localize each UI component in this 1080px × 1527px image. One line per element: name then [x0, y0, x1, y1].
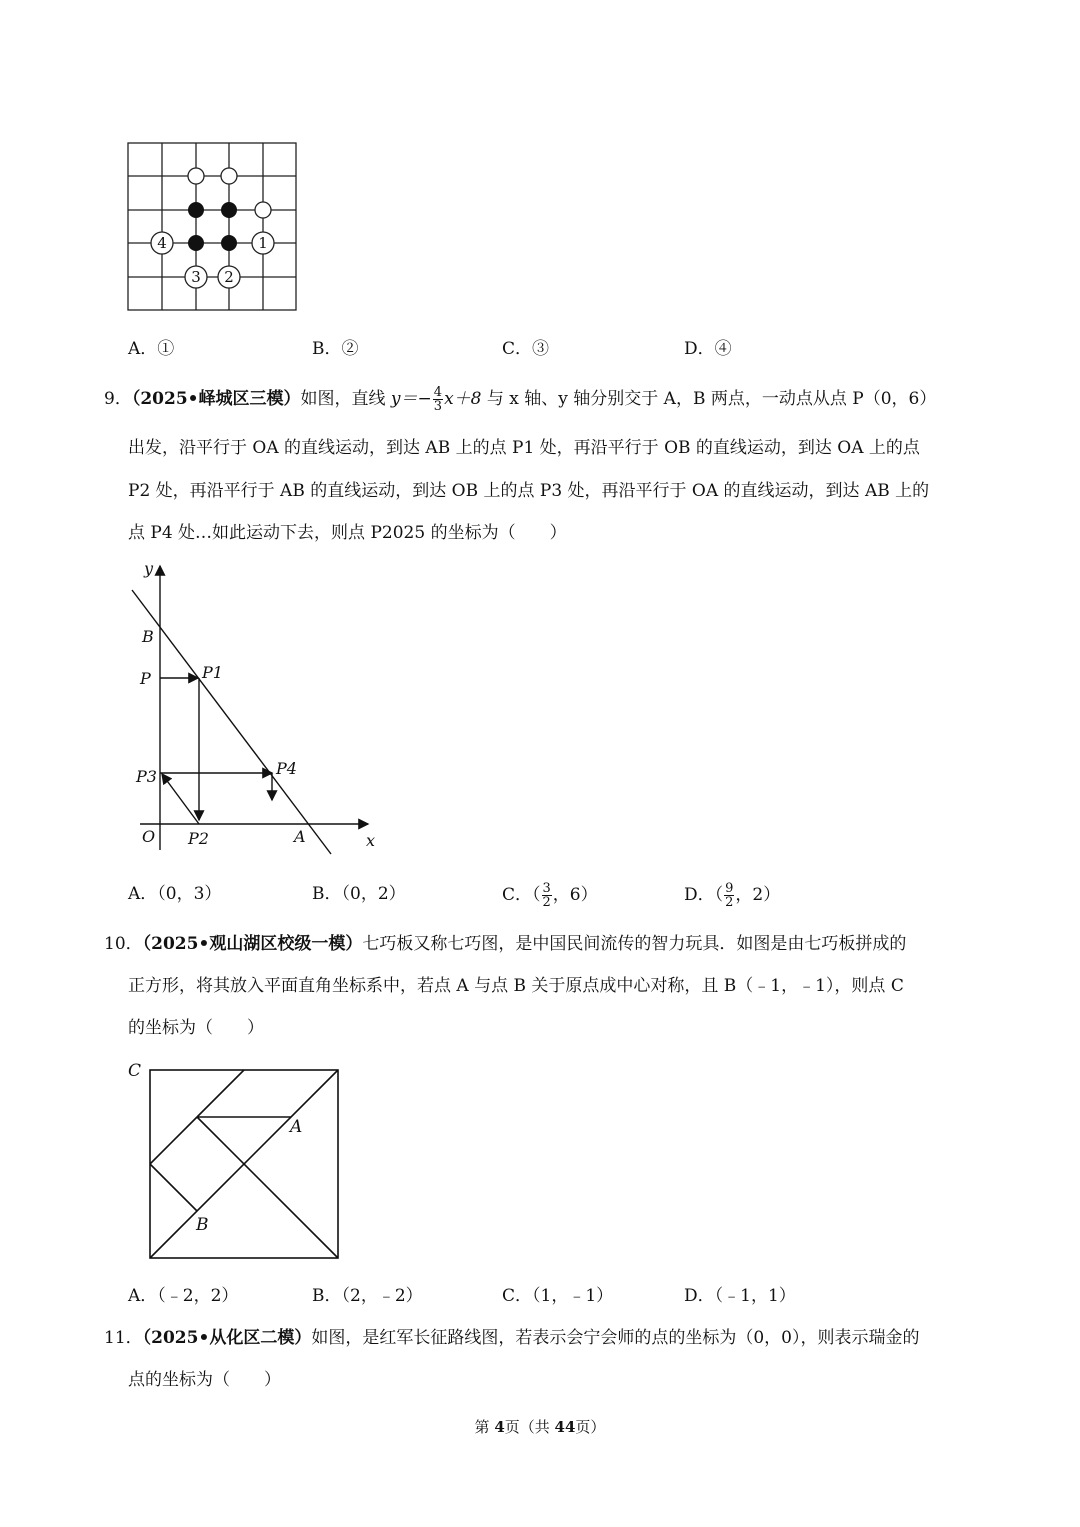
marked-label-1: 1 [258, 234, 268, 252]
q9-line3: P2 处，再沿平行于 AB 的直线运动，到达 OB 上的点 P3 处，再沿平行于 OA 的直线运动，到达 AB 上的 [128, 481, 930, 501]
q10-line2: 正方形，将其放入平面直角坐标系中，若点 A 与点 B 关于原点成中心对称，且 B（﹣1，﹣1），则点 C [128, 976, 904, 996]
q10-option-c[interactable]: C．（1，﹣1） [502, 1286, 614, 1306]
label-p1: P1 [202, 663, 223, 682]
black-stone [221, 235, 237, 251]
label-a: A [290, 1117, 303, 1137]
q9-line2: 出发，沿平行于 OA 的直线运动，到达 AB 上的点 P1 处，再沿平行于 OB 的直线运动，到达 OA 上的点 [128, 438, 920, 458]
total-pages: 44 [554, 1418, 576, 1436]
q9-option-a[interactable]: A．（0，3） [128, 884, 222, 904]
white-stone [255, 202, 271, 218]
label-p3: P3 [136, 767, 157, 786]
q10-option-a[interactable]: A．（﹣2，2） [128, 1286, 239, 1306]
q8-option-a[interactable]: A．① [128, 339, 175, 359]
q11-line1: 11．（2025•从化区二模）如图，是红军长征路线图，若表示会宁会师的点的坐标为（0，0），则表示瑞金的 [104, 1328, 920, 1348]
path-p2-p3 [162, 774, 199, 824]
marked-label-3: 3 [191, 268, 201, 286]
white-stone [188, 168, 204, 184]
q8-option-c[interactable]: C．③ [502, 339, 550, 359]
q9-option-d[interactable]: D．（ $\frac{9}{2}$ ，2） [684, 881, 781, 910]
q9-option-b[interactable]: B．（0，2） [312, 884, 406, 904]
q8-option-d[interactable]: D．④ [684, 339, 732, 359]
label-p: P [140, 669, 151, 688]
go-board-figure [120, 136, 310, 318]
q8-option-b[interactable]: B．② [312, 339, 359, 359]
line-ab [132, 590, 331, 854]
q10-line3: 的坐标为（ ） [128, 1018, 264, 1038]
label-b: B [142, 627, 154, 646]
label-b: B [196, 1215, 209, 1235]
black-stone [221, 202, 237, 218]
marked-label-4: 4 [157, 234, 167, 252]
q10-option-d[interactable]: D．（﹣1，1） [684, 1286, 796, 1306]
black-stone [188, 235, 204, 251]
white-stone [221, 168, 237, 184]
label-p2: P2 [188, 829, 209, 848]
page-footer: 第 4页（共 44页） [474, 1418, 606, 1436]
label-y: y [144, 560, 154, 578]
q9-option-c[interactable]: C．（ $\frac{3}{2}$ ，6） [502, 881, 598, 910]
q10-option-b[interactable]: B．（2，﹣2） [312, 1286, 423, 1306]
black-stone [188, 202, 204, 218]
label-x: x [366, 831, 376, 850]
equation: y＝− $\frac{4}{3}$ x＋8 [390, 385, 482, 414]
label-c: C [128, 1061, 142, 1081]
tangram-figure [120, 1058, 350, 1264]
q10-line1: 10．（2025•观山湖区校级一模）七巧板又称七巧图，是中国民间流传的智力玩具．如图是由七巧板拼成的 [104, 934, 907, 954]
q9-line1: 9．（2025•峄城区三模）如图，直线 y＝− $\frac{4}{3}$ x＋8 与 x 轴、y 轴分别交于 A，B 两点，一动点从点 P（0，6） [104, 385, 937, 414]
q11-line2: 点的坐标为（ ） [128, 1370, 281, 1390]
marked-label-2: 2 [224, 268, 234, 286]
label-o: O [142, 827, 156, 846]
page-number: 4 [494, 1418, 505, 1436]
q9-line4: 点 P4 处…如此运动下去，则点 P2025 的坐标为（ ） [128, 523, 567, 543]
label-a: A [294, 827, 306, 846]
q9-coordinate-figure [128, 560, 388, 855]
label-p4: P4 [276, 759, 297, 778]
